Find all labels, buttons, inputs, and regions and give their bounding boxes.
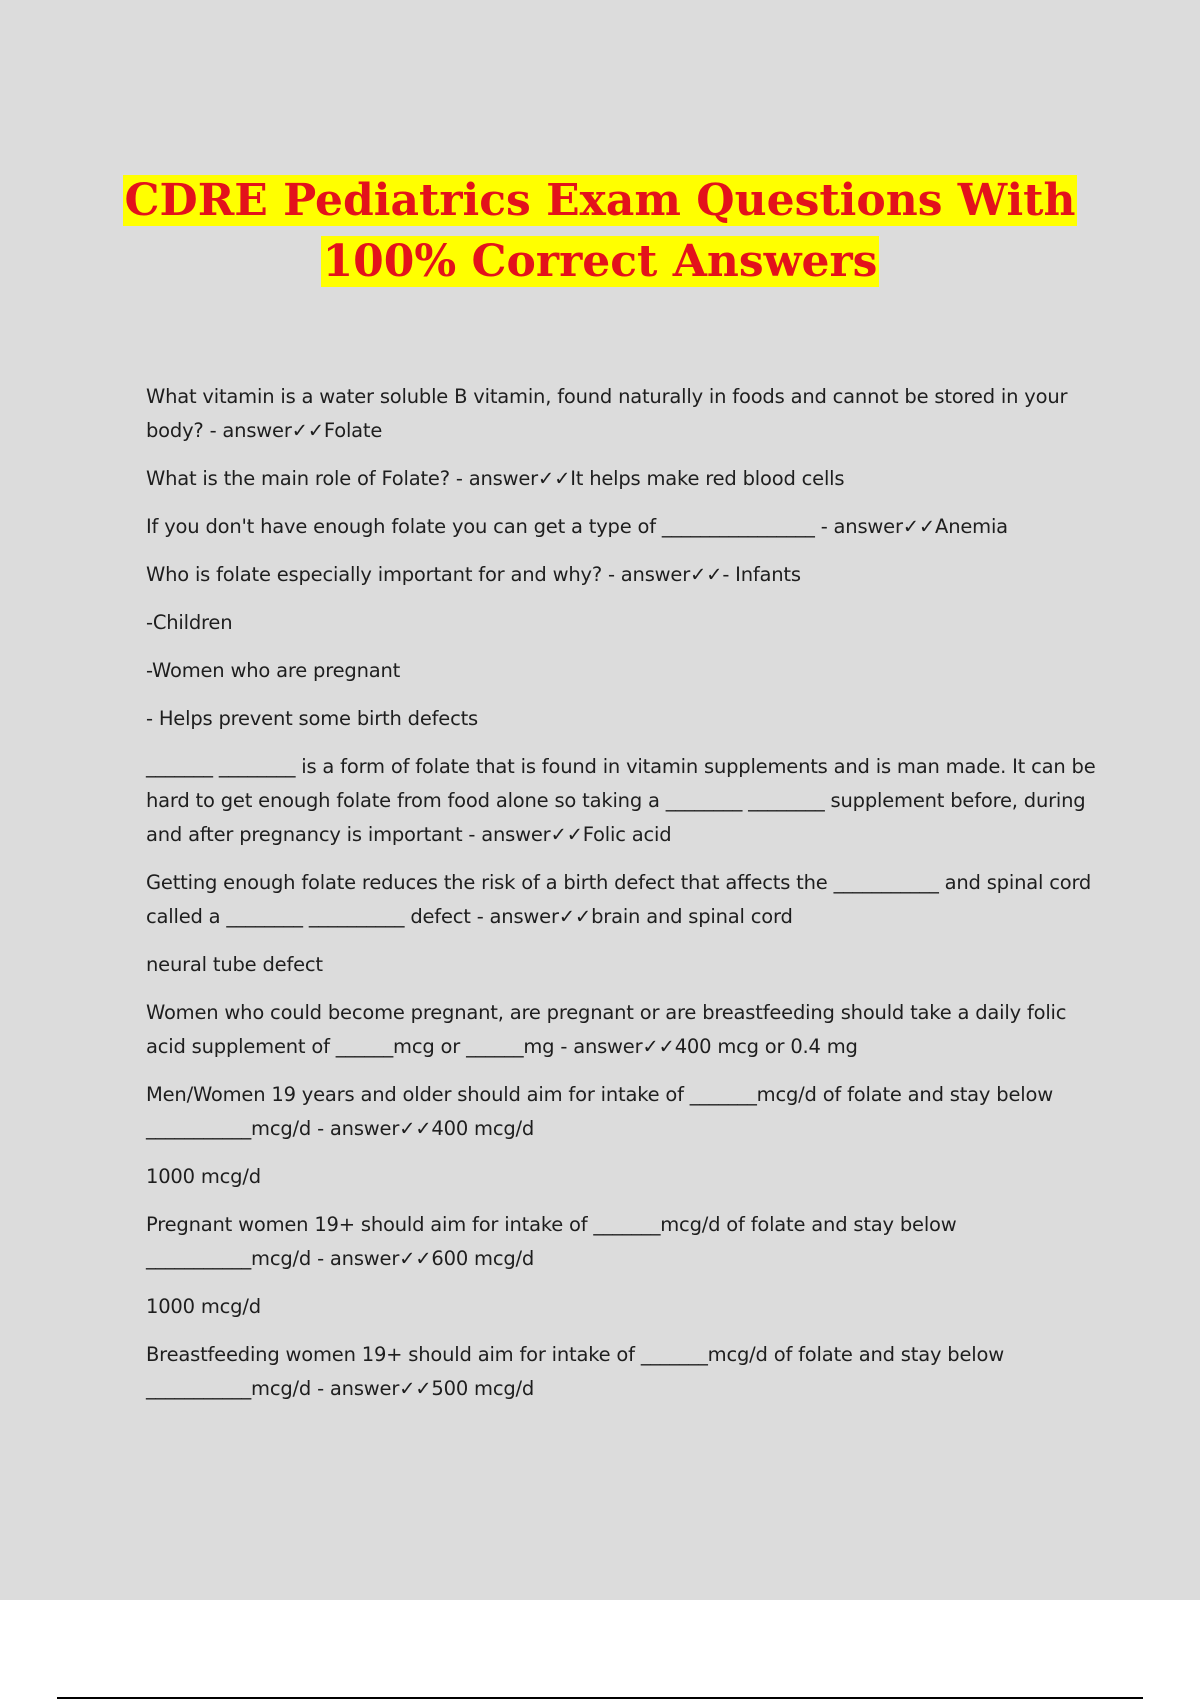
question-paragraph: What vitamin is a water soluble B vitamin, found naturally in foods and cannot be stored in your body? - answer✓✓Folate xyxy=(146,385,1068,442)
question-paragraph: What is the main role of Folate? - answer✓✓It helps make red blood cells xyxy=(146,467,845,490)
answer-list-item: 1000 mcg/d xyxy=(146,1295,261,1318)
title-line-2: 100% Correct Answers xyxy=(322,236,878,287)
question-paragraph: Pregnant women 19+ should aim for intake of _______mcg/d of folate and stay below ___________mcg/d - answer✓✓600 mcg/d xyxy=(146,1213,957,1270)
answer-list-item: neural tube defect xyxy=(146,953,323,976)
document-title xyxy=(0,170,1200,292)
question-paragraph: Breastfeeding women 19+ should aim for intake of _______mcg/d of folate and stay below ___________mcg/d - answer✓✓500 mcg/d xyxy=(146,1343,1004,1400)
title-line-1: CDRE Pediatrics Exam Questions With xyxy=(124,175,1076,226)
question-paragraph: Getting enough folate reduces the risk of a birth defect that affects the ___________ and spinal cord called a ________ __________ defect - answer✓✓brain and spinal cord xyxy=(146,871,1092,928)
question-paragraph: _______ ________ is a form of folate that is found in vitamin supplements and is man made. It can be hard to get enough folate from food alone so taking a ________ ________ supplement before, during and after pregnancy is important - answer✓✓Folic acid xyxy=(146,755,1096,846)
question-paragraph: Men/Women 19 years and older should aim for intake of _______mcg/d of folate and stay below ___________mcg/d - answer✓✓400 mcg/d xyxy=(146,1083,1053,1140)
bottom-divider xyxy=(57,1697,1143,1699)
question-paragraph: If you don't have enough folate you can get a type of ________________ - answer✓✓Anemia xyxy=(146,515,1008,538)
question-list xyxy=(146,380,1106,1420)
question-paragraph: Women who could become pregnant, are pregnant or are breastfeeding should take a daily folic acid supplement of ______mcg or ______mg - answer✓✓400 mcg or 0.4 mg xyxy=(146,1001,1067,1058)
answer-list-item: -Children xyxy=(146,611,233,634)
question-paragraph: Who is folate especially important for and why? - answer✓✓- Infants xyxy=(146,563,801,586)
answer-list-item: 1000 mcg/d xyxy=(146,1165,261,1188)
answer-list-item: - Helps prevent some birth defects xyxy=(146,707,479,730)
answer-list-item: -Women who are pregnant xyxy=(146,659,401,682)
